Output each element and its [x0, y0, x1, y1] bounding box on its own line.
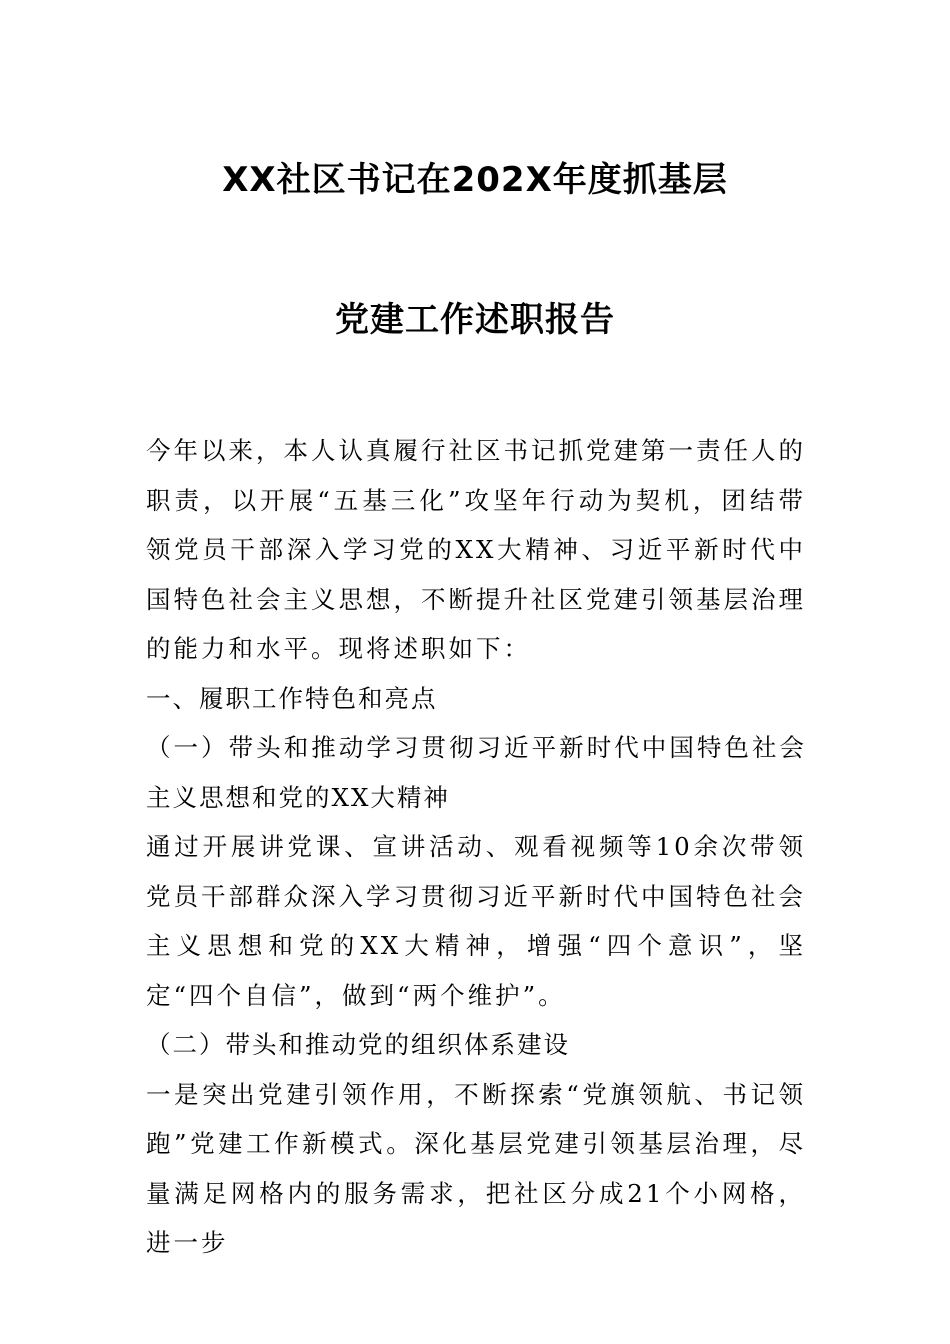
document-title-line-1: XX社区书记在202X年度抓基层: [222, 160, 728, 200]
document-body: [146, 426, 806, 1268]
subsection-heading-2: （二）带头和推动党的组织体系建设: [146, 1030, 570, 1059]
intro-paragraph: 今年以来，本人认真履行社区书记抓党建第一责任人的职责，以开展“五基三化”攻坚年行动为契机，团结带领党员干部深入学习党的XX大精神、习近平新时代中国特色社会主义思想，不断提升社区党建引领基层治理的能力和水平。现将述职如下：: [146, 436, 806, 663]
body-paragraph-2: 一是突出党建引领作用，不断探索“党旗领航、书记领跑”党建工作新模式。深化基层党建引领基层治理，尽量满足网格内的服务需求，把社区分成21个小网格，进一步: [146, 1079, 806, 1257]
subsection-heading-1: （一）带头和推动学习贯彻习近平新时代中国特色社会主义思想和党的XX大精神: [146, 733, 806, 812]
body-paragraph-1: 通过开展讲党课、宣讲活动、观看视频等10余次带领党员干部群众深入学习贯彻习近平新时代中国特色社会主义思想和党的XX大精神，增强“四个意识”，坚定“四个自信”，做到“两个维护”。: [146, 832, 806, 1010]
document-title-line-2: 党建工作述职报告: [335, 300, 615, 340]
section-heading-1: 一、履职工作特色和亮点: [146, 683, 438, 713]
